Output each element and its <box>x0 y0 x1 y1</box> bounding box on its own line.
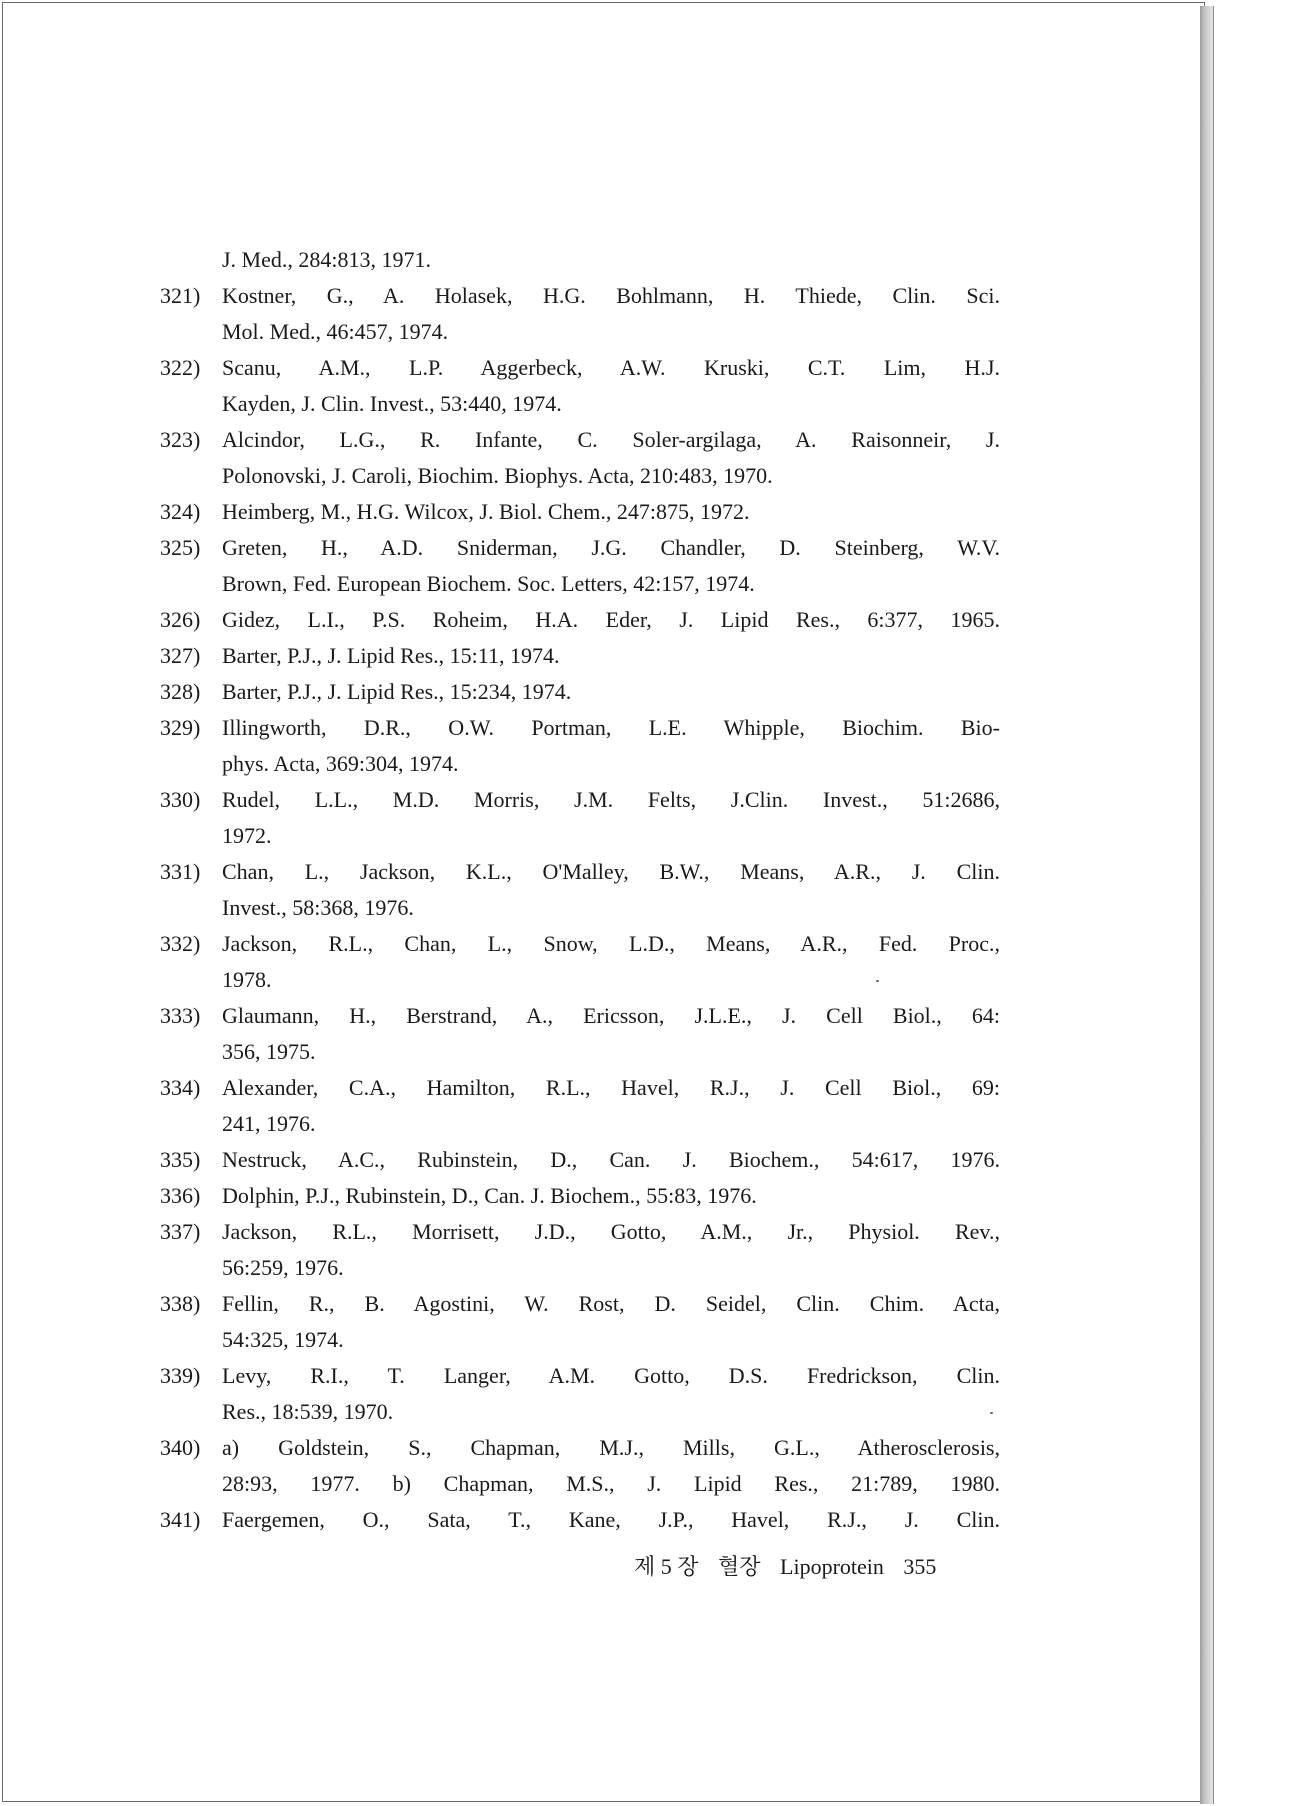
reference-text: Nestruck, A.C., Rubinstein, D., Can. J. Biochem., 54:617, 1976. <box>222 1147 1000 1172</box>
reference-text: Alexander, C.A., Hamilton, R.L., Havel, R.J., J. Cell Biol., 69: <box>222 1075 1000 1100</box>
reference-number: 325) <box>160 535 201 560</box>
page-footer <box>634 1552 950 1582</box>
reference-text: Fellin, R., B. Agostini, W. Rost, D. Seidel, Clin. Chim. Acta, <box>222 1291 1000 1316</box>
reference-text: 54:325, 1974. <box>222 1327 344 1352</box>
scan-speck <box>990 1412 993 1414</box>
reference-line <box>160 1430 1000 1466</box>
reference-line <box>160 602 1000 638</box>
reference-text: J. Med., 284:813, 1971. <box>222 247 431 272</box>
reference-number: 327) <box>160 643 201 668</box>
reference-number: 329) <box>160 715 201 740</box>
reference-line <box>160 494 1000 530</box>
reference-text: Jackson, R.L., Chan, L., Snow, L.D., Means, A.R., Fed. Proc., <box>222 931 1000 956</box>
reference-text: a) Goldstein, S., Chapman, M.J., Mills, G.L., Atherosclerosis, <box>222 1435 1000 1460</box>
reference-line <box>160 386 1000 422</box>
reference-line <box>160 962 1000 998</box>
reference-text: Dolphin, P.J., Rubinstein, D., Can. J. Biochem., 55:83, 1976. <box>222 1183 757 1208</box>
reference-text: Barter, P.J., J. Lipid Res., 15:11, 1974. <box>222 643 560 668</box>
reference-number: 339) <box>160 1363 201 1388</box>
page-edge-shadow <box>1200 6 1214 1804</box>
reference-number: 341) <box>160 1507 201 1532</box>
reference-line <box>160 1466 1000 1502</box>
footer-chapter: 제 5 장 <box>634 1554 699 1579</box>
reference-text: Kostner, G., A. Holasek, H.G. Bohlmann, H. Thiede, Clin. Sci. <box>222 283 1000 308</box>
reference-text: Brown, Fed. European Biochem. Soc. Letters, 42:157, 1974. <box>222 571 755 596</box>
reference-line <box>160 818 1000 854</box>
reference-line <box>160 242 1000 278</box>
reference-line <box>160 638 1000 674</box>
reference-text: 356, 1975. <box>222 1039 316 1064</box>
reference-text: Alcindor, L.G., R. Infante, C. Soler-argilaga, A. Raisonneir, J. <box>222 427 1000 452</box>
reference-number: 330) <box>160 787 201 812</box>
reference-list <box>160 242 1000 1538</box>
reference-text: Res., 18:539, 1970. <box>222 1399 394 1424</box>
reference-text: Illingworth, D.R., O.W. Portman, L.E. Whipple, Biochim. Bio- <box>222 715 1000 740</box>
reference-number: 322) <box>160 355 201 380</box>
reference-line <box>160 890 1000 926</box>
reference-text: Gidez, L.I., P.S. Roheim, H.A. Eder, J. Lipid Res., 6:377, 1965. <box>222 607 1000 632</box>
reference-number: 323) <box>160 427 201 452</box>
reference-line <box>160 1502 1000 1538</box>
reference-line <box>160 1178 1000 1214</box>
reference-text: Scanu, A.M., L.P. Aggerbeck, A.W. Kruski, C.T. Lim, H.J. <box>222 355 1000 380</box>
reference-line <box>160 926 1000 962</box>
reference-line <box>160 1358 1000 1394</box>
reference-number: 333) <box>160 1003 201 1028</box>
reference-line <box>160 782 1000 818</box>
reference-text: Jackson, R.L., Morrisett, J.D., Gotto, A.M., Jr., Physiol. Rev., <box>222 1219 1000 1244</box>
reference-line <box>160 674 1000 710</box>
reference-line <box>160 566 1000 602</box>
reference-text: Rudel, L.L., M.D. Morris, J.M. Felts, J.Clin. Invest., 51:2686, <box>222 787 1000 812</box>
reference-line <box>160 278 1000 314</box>
reference-text: phys. Acta, 369:304, 1974. <box>222 751 459 776</box>
reference-line <box>160 1070 1000 1106</box>
reference-number: 334) <box>160 1075 201 1100</box>
reference-number: 321) <box>160 283 201 308</box>
reference-text: Glaumann, H., Berstrand, A., Ericsson, J.L.E., J. Cell Biol., 64: <box>222 1003 1000 1028</box>
footer-section: 혈장 <box>718 1554 761 1579</box>
reference-line <box>160 1322 1000 1358</box>
reference-text: 1972. <box>222 823 272 848</box>
reference-text: Greten, H., A.D. Sniderman, J.G. Chandler, D. Steinberg, W.V. <box>222 535 1000 560</box>
reference-text: Invest., 58:368, 1976. <box>222 895 414 920</box>
reference-text: Mol. Med., 46:457, 1974. <box>222 319 449 344</box>
reference-text: 1978. <box>222 967 272 992</box>
reference-line <box>160 1250 1000 1286</box>
reference-text: Faergemen, O., Sata, T., Kane, J.P., Havel, R.J., J. Clin. <box>222 1507 1000 1532</box>
reference-number: 340) <box>160 1435 201 1460</box>
footer-page-number: 355 <box>903 1554 937 1579</box>
reference-number: 332) <box>160 931 201 956</box>
reference-text: Chan, L., Jackson, K.L., O'Malley, B.W., Means, A.R., J. Clin. <box>222 859 1000 884</box>
reference-line <box>160 530 1000 566</box>
reference-text: 28:93, 1977. b) Chapman, M.S., J. Lipid Res., 21:789, 1980. <box>222 1471 1000 1496</box>
reference-text: Kayden, J. Clin. Invest., 53:440, 1974. <box>222 391 562 416</box>
reference-line <box>160 1142 1000 1178</box>
reference-line <box>160 710 1000 746</box>
scan-speck <box>876 980 879 982</box>
reference-line <box>160 1214 1000 1250</box>
reference-line <box>160 314 1000 350</box>
reference-line <box>160 746 1000 782</box>
reference-text: Polonovski, J. Caroli, Biochim. Biophys. Acta, 210:483, 1970. <box>222 463 773 488</box>
reference-number: 331) <box>160 859 201 884</box>
reference-number: 335) <box>160 1147 201 1172</box>
reference-text: Heimberg, M., H.G. Wilcox, J. Biol. Chem., 247:875, 1972. <box>222 499 750 524</box>
reference-text: 56:259, 1976. <box>222 1255 344 1280</box>
reference-line <box>160 854 1000 890</box>
reference-text: Barter, P.J., J. Lipid Res., 15:234, 1974. <box>222 679 572 704</box>
reference-line <box>160 350 1000 386</box>
reference-number: 336) <box>160 1183 201 1208</box>
reference-number: 328) <box>160 679 201 704</box>
reference-text: 241, 1976. <box>222 1111 316 1136</box>
reference-line <box>160 1106 1000 1142</box>
reference-line <box>160 458 1000 494</box>
reference-line <box>160 1286 1000 1322</box>
reference-line <box>160 1034 1000 1070</box>
reference-line <box>160 422 1000 458</box>
reference-number: 324) <box>160 499 201 524</box>
reference-text: Levy, R.I., T. Langer, A.M. Gotto, D.S. Fredrickson, Clin. <box>222 1363 1000 1388</box>
reference-line <box>160 998 1000 1034</box>
footer-title: Lipoprotein <box>780 1554 884 1579</box>
reference-number: 337) <box>160 1219 201 1244</box>
reference-number: 338) <box>160 1291 201 1316</box>
reference-number: 326) <box>160 607 201 632</box>
reference-line <box>160 1394 1000 1430</box>
